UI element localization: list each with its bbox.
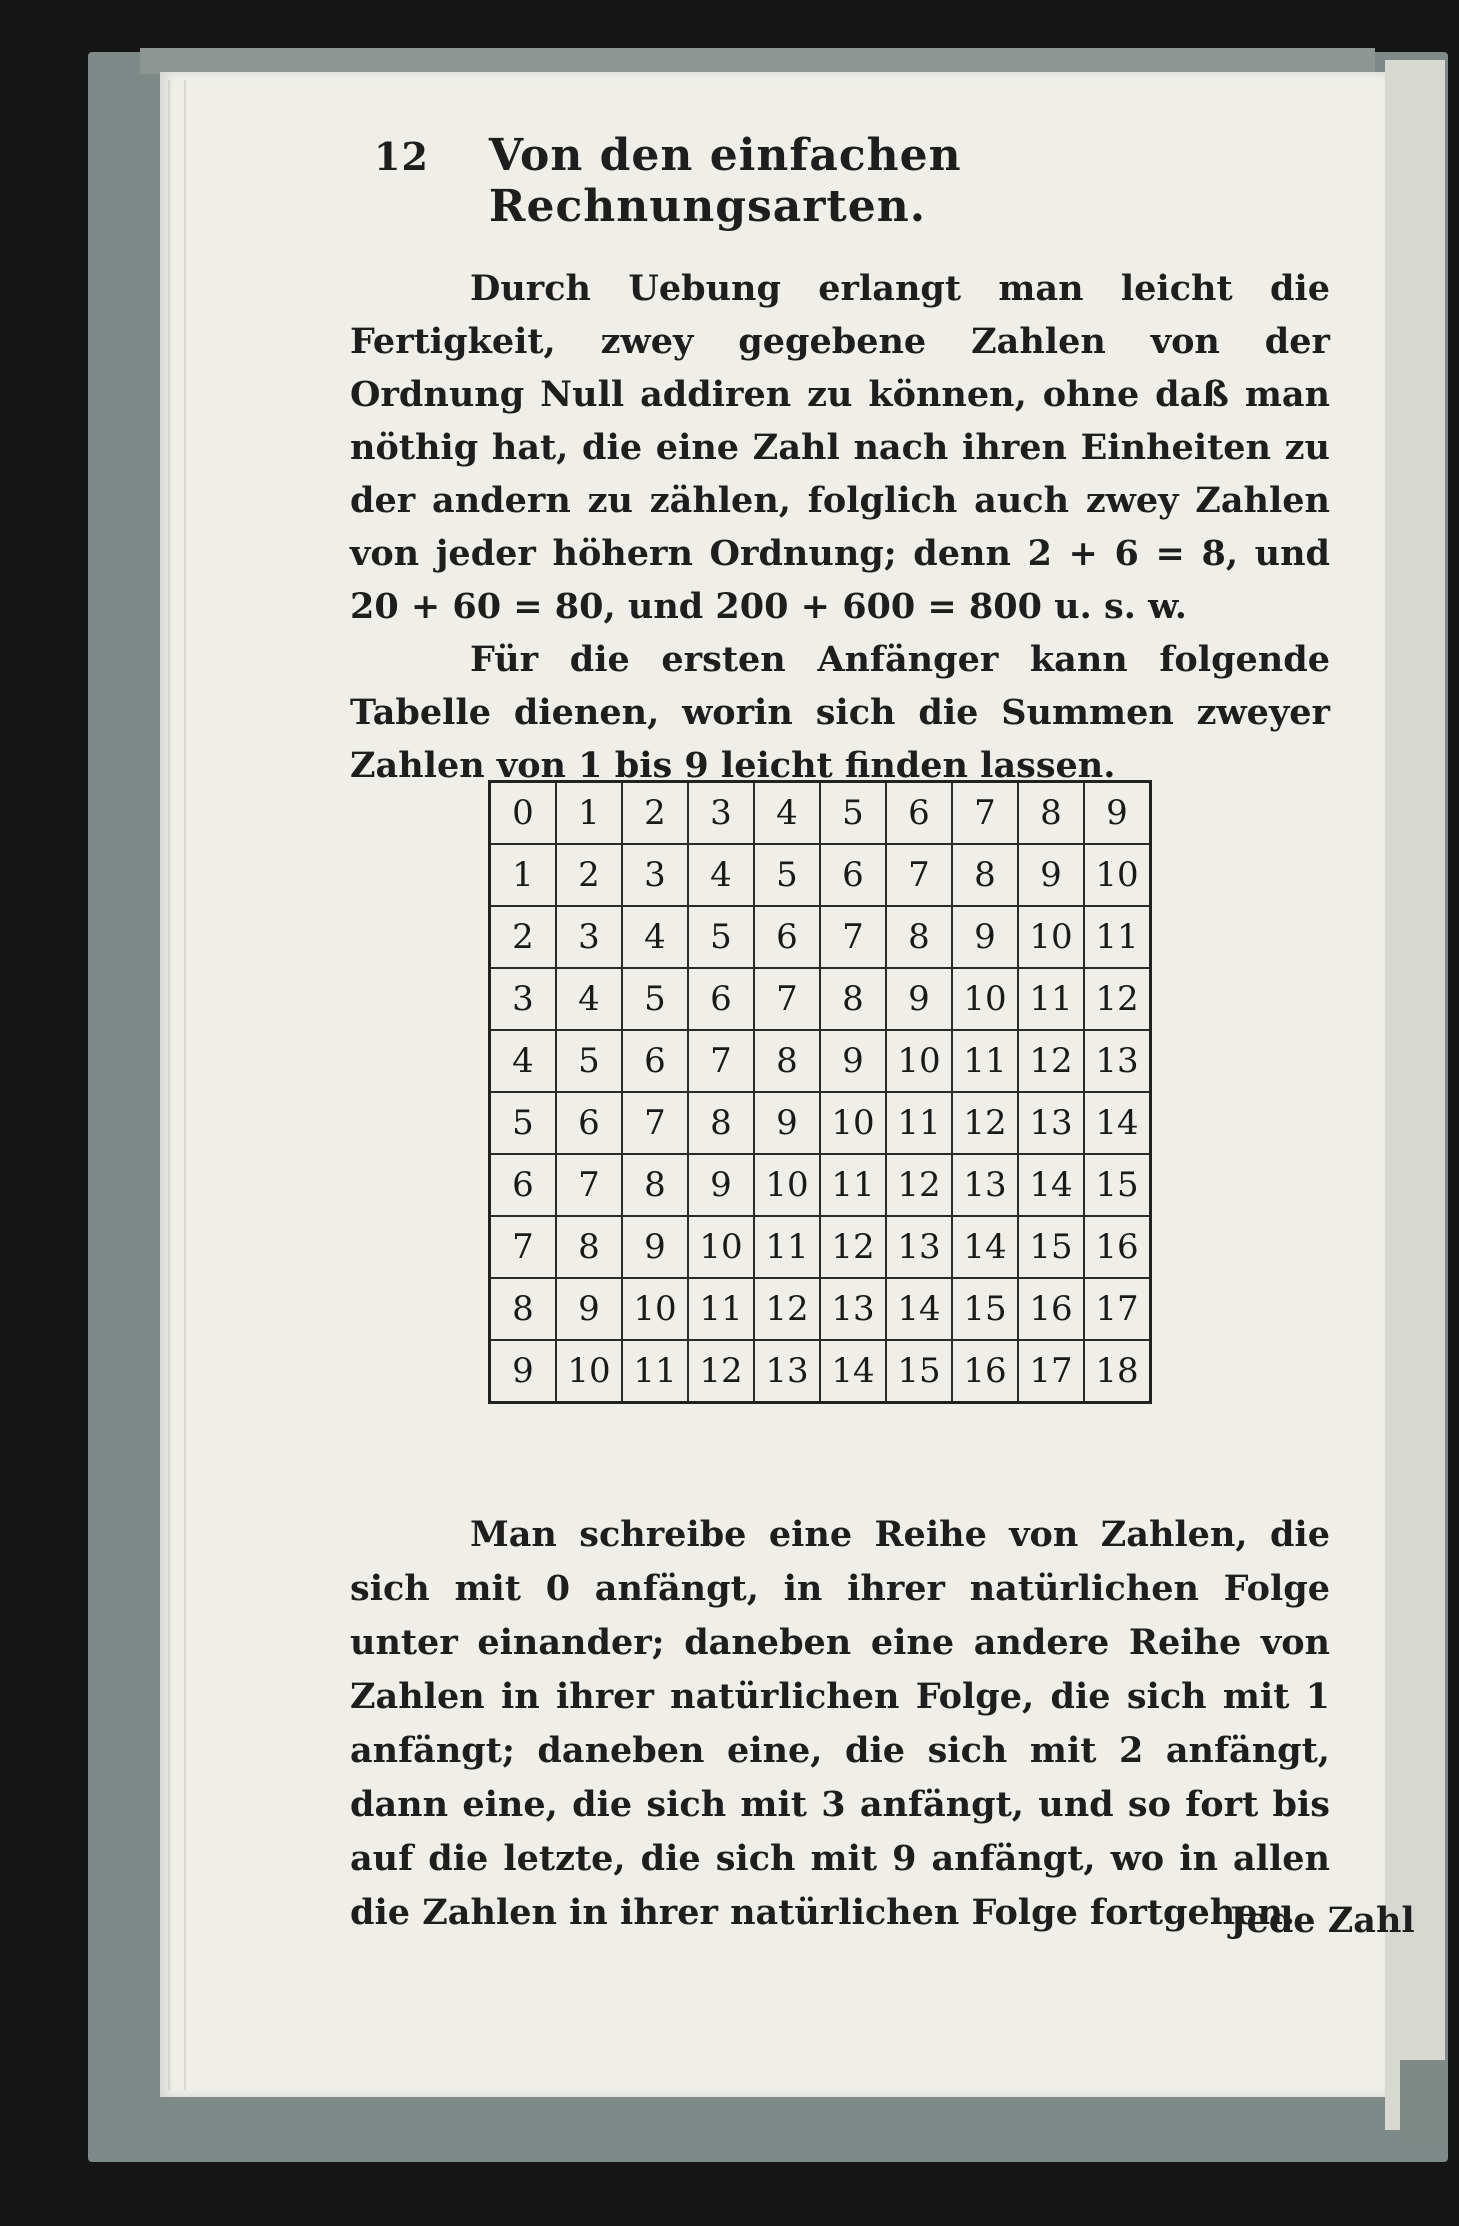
table-cell: 18 <box>1084 1340 1151 1403</box>
cover-top-edge <box>140 48 1375 74</box>
table-cell: 6 <box>688 968 754 1030</box>
table-cell: 8 <box>952 844 1018 906</box>
table-row <box>490 1092 1151 1154</box>
table-cell: 8 <box>688 1092 754 1154</box>
table-cell: 12 <box>754 1278 820 1340</box>
table-cell: 3 <box>490 968 557 1030</box>
table-cell: 12 <box>1018 1030 1084 1092</box>
table-cell: 0 <box>490 782 557 845</box>
table-cell: 13 <box>952 1154 1018 1216</box>
table-row <box>490 1340 1151 1403</box>
table-cell: 16 <box>952 1340 1018 1403</box>
table-cell: 6 <box>886 782 952 845</box>
table-cell: 13 <box>886 1216 952 1278</box>
table-cell: 11 <box>886 1092 952 1154</box>
table-cell: 2 <box>556 844 622 906</box>
table-cell: 9 <box>820 1030 886 1092</box>
addition-table <box>488 780 1152 1404</box>
table-cell: 3 <box>622 844 688 906</box>
table-row <box>490 782 1151 845</box>
table-cell: 17 <box>1018 1340 1084 1403</box>
table-cell: 5 <box>622 968 688 1030</box>
table-cell: 14 <box>820 1340 886 1403</box>
table-cell: 15 <box>1018 1216 1084 1278</box>
table-cell: 11 <box>688 1278 754 1340</box>
table-cell: 9 <box>622 1216 688 1278</box>
table-cell: 16 <box>1084 1216 1151 1278</box>
paragraph-1: Durch Uebung erlangt man leicht die Fertigkeit, zwey gegebene Zahlen von der Ordnung Null addiren zu können, ohne daß man nöthig hat, die eine Zahl nach ihren Einheiten zu der andern zu zählen, folglich auch zwey Zahlen von jeder höhern Ordnung; denn 2 + 6 = 8, und 20 + 60 = 80, und 200 + 600 = 800 u. s. w. <box>350 268 1330 627</box>
table-row <box>490 968 1151 1030</box>
table-row <box>490 1030 1151 1092</box>
table-row <box>490 1278 1151 1340</box>
table-cell: 7 <box>490 1216 557 1278</box>
running-title: Von den einfachen Rechnungsarten. <box>488 130 962 232</box>
page-leaves <box>168 80 186 2090</box>
table-cell: 14 <box>886 1278 952 1340</box>
table-cell: 6 <box>490 1154 557 1216</box>
table-cell: 15 <box>886 1340 952 1403</box>
table-cell: 4 <box>754 782 820 845</box>
table-cell: 11 <box>820 1154 886 1216</box>
table-cell: 8 <box>490 1278 557 1340</box>
table-cell: 9 <box>754 1092 820 1154</box>
table-row <box>490 906 1151 968</box>
table-cell: 16 <box>1018 1278 1084 1340</box>
table-cell: 7 <box>952 782 1018 845</box>
table-cell: 15 <box>952 1278 1018 1340</box>
catchword: Jede Zahl <box>1230 1900 1415 1941</box>
table-cell: 7 <box>754 968 820 1030</box>
table-cell: 3 <box>688 782 754 845</box>
table-cell: 13 <box>754 1340 820 1403</box>
page-header <box>350 130 1330 232</box>
table-cell: 11 <box>622 1340 688 1403</box>
table-cell: 6 <box>820 844 886 906</box>
facing-page-edge <box>1385 60 1445 2130</box>
table-row <box>490 1154 1151 1216</box>
table-cell: 5 <box>754 844 820 906</box>
table-cell: 9 <box>688 1154 754 1216</box>
table-cell: 5 <box>688 906 754 968</box>
table-cell: 12 <box>688 1340 754 1403</box>
table-cell: 10 <box>1018 906 1084 968</box>
table-cell: 12 <box>952 1092 1018 1154</box>
table-cell: 7 <box>820 906 886 968</box>
table-cell: 10 <box>1084 844 1151 906</box>
table-cell: 4 <box>622 906 688 968</box>
table-cell: 3 <box>556 906 622 968</box>
table-cell: 5 <box>490 1092 557 1154</box>
table-cell: 14 <box>952 1216 1018 1278</box>
table-row <box>490 1216 1151 1278</box>
sum-table-body <box>490 782 1151 1403</box>
table-cell: 7 <box>688 1030 754 1092</box>
table-cell: 14 <box>1018 1154 1084 1216</box>
paragraph-2: Für die ersten Anfänger kann folgende Tabelle dienen, worin sich die Summen zweyer Zahlen von 1 bis 9 leicht finden lassen. <box>350 639 1330 786</box>
table-cell: 15 <box>1084 1154 1151 1216</box>
table-cell: 11 <box>1084 906 1151 968</box>
table-cell: 4 <box>556 968 622 1030</box>
table-cell: 10 <box>886 1030 952 1092</box>
table-cell: 11 <box>754 1216 820 1278</box>
table-cell: 8 <box>754 1030 820 1092</box>
table-cell: 8 <box>820 968 886 1030</box>
table-cell: 1 <box>556 782 622 845</box>
table-cell: 5 <box>820 782 886 845</box>
table-cell: 17 <box>1084 1278 1151 1340</box>
table-cell: 2 <box>490 906 557 968</box>
table-cell: 11 <box>1018 968 1084 1030</box>
table-cell: 5 <box>556 1030 622 1092</box>
table-cell: 6 <box>556 1092 622 1154</box>
table-cell: 4 <box>490 1030 557 1092</box>
table-cell: 2 <box>622 782 688 845</box>
table-cell: 14 <box>1084 1092 1151 1154</box>
table-cell: 9 <box>556 1278 622 1340</box>
table-cell: 1 <box>490 844 557 906</box>
table-cell: 10 <box>820 1092 886 1154</box>
table-cell: 8 <box>622 1154 688 1216</box>
facing-cover-corner <box>1400 2060 1445 2140</box>
table-cell: 8 <box>886 906 952 968</box>
paragraph-3: Man schreibe eine Reihe von Zahlen, die sich mit 0 anfängt, in ihrer natürlichen Folge unter einander; daneben eine andere Reihe von Zahlen in ihrer natürlichen Folge, die sich mit 1 anfängt; daneben eine, die sich mit 2 anfängt, dann eine, die sich mit 3 anfängt, und so fort bis auf die letzte, die sich mit 9 anfängt, wo in allen die Zahlen in ihrer natürlichen Folge fortgehen. <box>350 1514 1330 1933</box>
table-cell: 8 <box>556 1216 622 1278</box>
table-cell: 12 <box>886 1154 952 1216</box>
table-cell: 10 <box>556 1340 622 1403</box>
sum-table <box>488 780 1152 1404</box>
table-cell: 10 <box>688 1216 754 1278</box>
table-cell: 9 <box>952 906 1018 968</box>
table-cell: 13 <box>1018 1092 1084 1154</box>
table-cell: 8 <box>1018 782 1084 845</box>
table-cell: 9 <box>490 1340 557 1403</box>
table-cell: 7 <box>622 1092 688 1154</box>
table-cell: 11 <box>952 1030 1018 1092</box>
table-cell: 10 <box>952 968 1018 1030</box>
table-cell: 6 <box>754 906 820 968</box>
table-cell: 10 <box>754 1154 820 1216</box>
table-row <box>490 844 1151 906</box>
table-cell: 10 <box>622 1278 688 1340</box>
table-cell: 7 <box>556 1154 622 1216</box>
table-cell: 4 <box>688 844 754 906</box>
table-cell: 9 <box>1018 844 1084 906</box>
table-cell: 7 <box>886 844 952 906</box>
table-cell: 12 <box>820 1216 886 1278</box>
table-cell: 13 <box>820 1278 886 1340</box>
table-cell: 6 <box>622 1030 688 1092</box>
page-number: 12 <box>374 134 429 179</box>
page-text <box>350 130 1330 792</box>
table-cell: 9 <box>1084 782 1151 845</box>
table-cell: 12 <box>1084 968 1151 1030</box>
table-cell: 9 <box>886 968 952 1030</box>
table-cell: 13 <box>1084 1030 1151 1092</box>
